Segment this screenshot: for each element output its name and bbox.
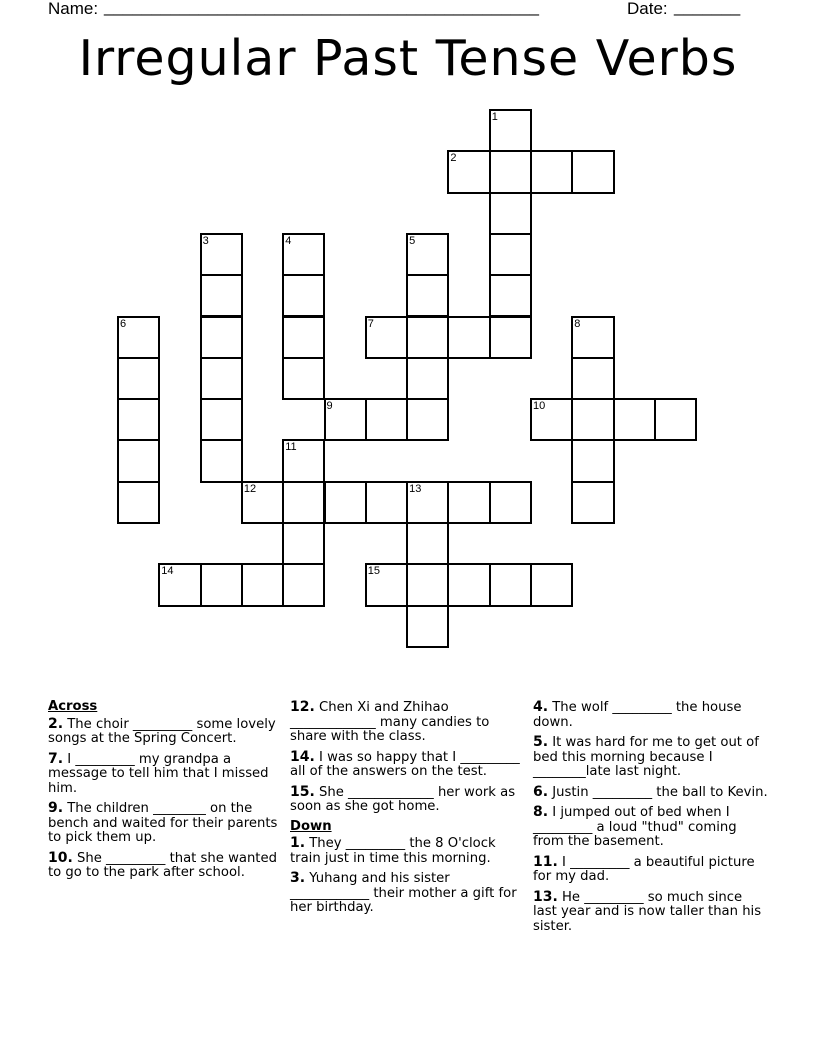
clue-number: 4 — [285, 234, 292, 247]
date-field[interactable]: _______ — [674, 0, 741, 16]
clue-down-1: 1. They _________ the 8 O'clock train just in time this morning. — [290, 835, 496, 866]
grid-cell[interactable] — [489, 192, 532, 235]
clue-across-9: 9. The children ________ on the bench and waited for their parents to pick them up. — [48, 800, 278, 845]
grid-cell[interactable] — [365, 398, 408, 441]
clue-number: 2 — [450, 152, 457, 165]
grid-cell[interactable] — [530, 563, 573, 606]
name-field[interactable]: ______________________________________________ — [104, 0, 539, 16]
clue-across-12: 12. Chen Xi and Zhihao _____________ many candies to share with the class. — [290, 699, 490, 744]
grid-cell[interactable] — [282, 563, 325, 606]
grid-cell[interactable] — [613, 398, 656, 441]
grid-cell[interactable] — [489, 150, 532, 193]
grid-cell[interactable] — [489, 481, 532, 524]
grid-cell[interactable] — [489, 233, 532, 276]
grid-cell[interactable] — [406, 605, 449, 648]
grid-cell[interactable] — [406, 563, 449, 606]
clue-column-3 — [533, 700, 769, 939]
clue-number: 13 — [409, 482, 422, 495]
clue-down-13: 13. He _________ so much since last year and is now taller than his sister. — [533, 888, 762, 934]
clue-down-6: 6. Justin _________ the ball to Kevin. — [533, 783, 768, 800]
grid-cell[interactable] — [365, 481, 408, 524]
grid-cell[interactable] — [282, 357, 325, 400]
grid-cell[interactable] — [282, 274, 325, 317]
clue-number: 1 — [491, 111, 498, 123]
grid-cell[interactable] — [571, 150, 614, 193]
clue-number: 10 — [533, 400, 546, 413]
name-label: Name: — [48, 0, 99, 18]
grid-cell[interactable] — [571, 398, 614, 441]
clue-number: 12 — [243, 482, 257, 495]
clue-number: 7 — [367, 317, 374, 330]
grid-cell[interactable] — [406, 316, 449, 359]
grid-cell[interactable] — [530, 150, 573, 193]
grid-cell[interactable] — [489, 563, 532, 606]
grid-cell[interactable] — [406, 522, 449, 565]
clue-across-7: 7. I _________ my grandpa a message to tell him that I missed him. — [48, 750, 269, 796]
clue-column-2 — [290, 700, 522, 921]
clue-across-2: 2. The choir _________ some lovely songs at the Spring Concert. — [48, 715, 276, 746]
clue-number: 9 — [326, 400, 333, 413]
grid-cell[interactable] — [200, 274, 243, 317]
clue-across-15: 15. She _____________ her work as soon as she got home. — [290, 783, 516, 814]
grid-cell[interactable] — [571, 481, 614, 524]
grid-cell[interactable] — [200, 439, 243, 482]
grid-cell[interactable] — [282, 316, 325, 359]
grid-cell[interactable] — [571, 439, 614, 482]
grid-cell[interactable] — [447, 481, 490, 524]
grid-cell[interactable] — [571, 357, 614, 400]
grid-cell[interactable] — [654, 398, 697, 441]
clue-number: 6 — [120, 317, 127, 330]
page-title: Irregular Past Tense Verbs — [78, 30, 738, 87]
grid-cell[interactable] — [200, 357, 243, 400]
clue-number: 8 — [574, 317, 581, 330]
grid-cell[interactable] — [489, 274, 532, 317]
grid-cell[interactable] — [241, 563, 284, 606]
grid-cell[interactable] — [117, 398, 160, 441]
clue-number: 11 — [285, 441, 297, 454]
grid-cell[interactable] — [200, 316, 243, 359]
grid-cell[interactable] — [282, 522, 325, 565]
grid-cell[interactable] — [117, 481, 160, 524]
clue-number: 5 — [409, 234, 416, 247]
grid-cell[interactable] — [406, 398, 449, 441]
clue-down-4: 4. The wolf _________ the house down. — [533, 699, 742, 730]
clue-across-14: 14. I was so happy that I _________ all of the answers on the test. — [290, 748, 520, 779]
across-heading: Across — [48, 699, 98, 714]
grid-cell[interactable] — [489, 316, 532, 359]
date-label: Date: — [627, 0, 668, 18]
grid-cell[interactable] — [282, 481, 325, 524]
clue-column-1 — [48, 700, 280, 886]
clue-number: 3 — [202, 234, 209, 247]
clue-number: 15 — [367, 565, 381, 578]
clue-down-8: 8. I jumped out of bed when I _________ a loud "thud" coming from the basement. — [533, 804, 737, 849]
clue-across-10: 10. She _________ that she wanted to go to the park after school. — [48, 849, 277, 880]
grid-cell[interactable] — [200, 563, 243, 606]
grid-cell[interactable] — [324, 481, 367, 524]
clue-down-5: 5. It was hard for me to get out of bed this morning because I ________late last night. — [533, 734, 759, 779]
grid-cell[interactable] — [447, 316, 490, 359]
grid-cell[interactable] — [117, 357, 160, 400]
clue-down-11: 11. I _________ a beautiful picture for my dad. — [533, 853, 755, 884]
clue-down-3: 3. Yuhang and his sister ____________ their mother a gift for her birthday. — [290, 870, 517, 915]
grid-cell[interactable] — [447, 563, 490, 606]
clue-number: 14 — [161, 565, 174, 578]
grid-cell[interactable] — [406, 357, 449, 400]
grid-cell[interactable] — [406, 274, 449, 317]
grid-cell[interactable] — [200, 398, 243, 441]
grid-cell[interactable] — [117, 439, 160, 482]
down-heading: Down — [290, 818, 332, 834]
